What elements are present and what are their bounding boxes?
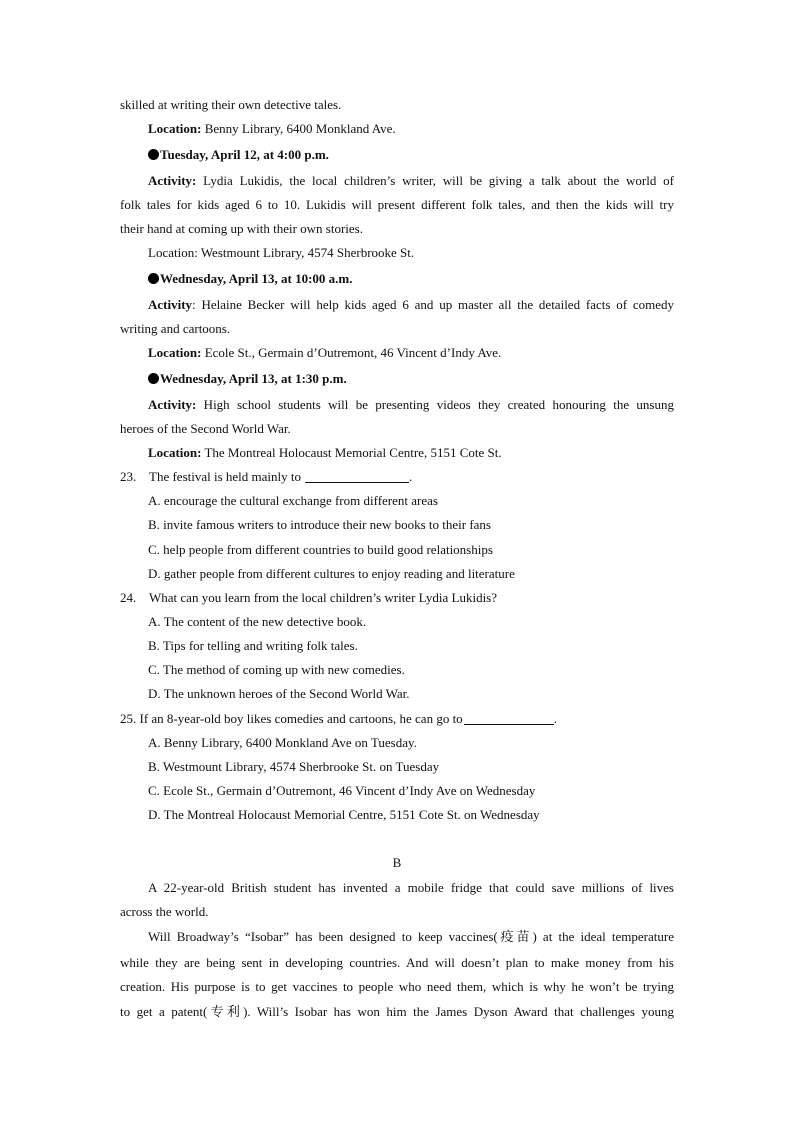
event2-location: Location: Westmount Library, 4574 Sherbrooke St. — [148, 245, 415, 260]
location-text: Benny Library, 6400 Monkland Ave. — [201, 121, 396, 136]
passage-b-p2-line3: creation. His purpose is to get vaccines to people who need them, which is why he won’t be trying — [120, 979, 674, 994]
location-text: The Montreal Holocaust Memorial Centre, 5151 Cote St. — [201, 445, 502, 460]
passage-b-p2-line1: Will Broadway’s “Isobar” has been designed to keep vaccines(疫苗) at the ideal temperature — [148, 929, 674, 944]
q25-option-c: C. Ecole St., Germain d’Outremont, 46 Vincent d’Indy Ave on Wednesday — [148, 783, 536, 798]
event4-location — [148, 445, 674, 461]
q23-option-a: A. encourage the cultural exchange from different areas — [148, 493, 438, 508]
q25-option-d: D. The Montreal Holocaust Memorial Centre, 5151 Cote St. on Wednesday — [148, 807, 540, 822]
q23-option-c: C. help people from different countries to build good relationships — [148, 542, 493, 557]
event2-datetime — [148, 147, 674, 163]
activity-label: Activity: — [148, 397, 197, 412]
bullet-icon — [148, 373, 159, 384]
activity-label: Activity — [148, 297, 193, 312]
q23-option-d: D. gather people from different cultures to enjoy reading and literature — [148, 566, 515, 581]
passage-b-p2-line2: while they are being sent in developing countries. And will doesn’t plan to make money from his — [120, 955, 674, 970]
event3-datetime — [148, 271, 674, 287]
bullet-icon — [148, 273, 159, 284]
event3-activity-line2: writing and cartoons. — [120, 321, 231, 336]
location-label: Location: — [148, 121, 202, 136]
passage-b-p1-line2: across the world. — [120, 904, 209, 919]
q24-option-c: C. The method of coming up with new comedies. — [148, 662, 405, 677]
passage-b-p2-line4: to get a patent(专利). Will’s Isobar has won him the James Dyson Award that challenges young — [120, 1004, 674, 1019]
activity-text: Lydia Lukidis, the local children’s writer, will be giving a talk about the world of — [196, 173, 674, 188]
datetime-text: Wednesday, April 13, at 1:30 p.m. — [160, 371, 347, 386]
event4-activity-line2: heroes of the Second World War. — [120, 421, 291, 436]
activity-text: High school students will be presenting videos they created honouring the unsung — [196, 397, 674, 412]
q24-option-a: A. The content of the new detective book. — [148, 614, 367, 629]
answer-blank — [464, 711, 554, 725]
question-23 — [120, 469, 674, 485]
location-text: Ecole St., Germain d’Outremont, 46 Vincent d’Indy Ave. — [201, 345, 502, 360]
question-end: . — [409, 469, 413, 484]
event2-activity-line3: their hand at coming up with their own stories. — [120, 221, 363, 236]
q25-option-b: B. Westmount Library, 4574 Sherbrooke St. on Tuesday — [148, 759, 440, 774]
event2-activity-line1 — [148, 173, 674, 189]
q25-option-a: A. Benny Library, 6400 Monkland Ave on Tuesday. — [148, 735, 417, 750]
activity-label: Activity: — [148, 173, 197, 188]
location-label: Location: — [148, 345, 202, 360]
bullet-icon — [148, 149, 159, 160]
question-stem: 25. If an 8-year-old boy likes comedies and cartoons, he can go to — [120, 711, 463, 726]
event1-location — [148, 121, 674, 137]
event3-location — [148, 345, 674, 361]
intro-tail: skilled at writing their own detective tales. — [120, 97, 342, 112]
q24-option-b: B. Tips for telling and writing folk tales. — [148, 638, 358, 653]
q24-option-d: D. The unknown heroes of the Second World War. — [148, 686, 410, 701]
passage-b-p1-line1: A 22-year-old British student has invented a mobile fridge that could save millions of lives — [148, 880, 674, 895]
event3-activity-line1 — [148, 297, 674, 313]
datetime-text: Tuesday, April 12, at 4:00 p.m. — [160, 147, 329, 162]
event4-datetime — [148, 371, 674, 387]
question-end: . — [553, 711, 557, 726]
q23-option-b: B. invite famous writers to introduce their new books to their fans — [148, 517, 491, 532]
question-24: 24. What can you learn from the local children’s writer Lydia Lukidis? — [120, 590, 498, 605]
event2-activity-line2: folk tales for kids aged 6 to 10. Lukidis will present different folk tales, and then the kids will try — [120, 197, 674, 212]
question-stem: 23. The festival is held mainly to — [120, 469, 302, 484]
location-label: Location: — [148, 445, 202, 460]
event4-activity-line1 — [148, 397, 674, 413]
datetime-text: Wednesday, April 13, at 10:00 a.m. — [160, 271, 353, 286]
answer-blank — [305, 469, 409, 483]
activity-text: : Helaine Becker will help kids aged 6 and up master all the detailed facts of comedy — [192, 297, 674, 312]
section-heading: B — [392, 855, 402, 870]
question-25 — [120, 711, 674, 727]
